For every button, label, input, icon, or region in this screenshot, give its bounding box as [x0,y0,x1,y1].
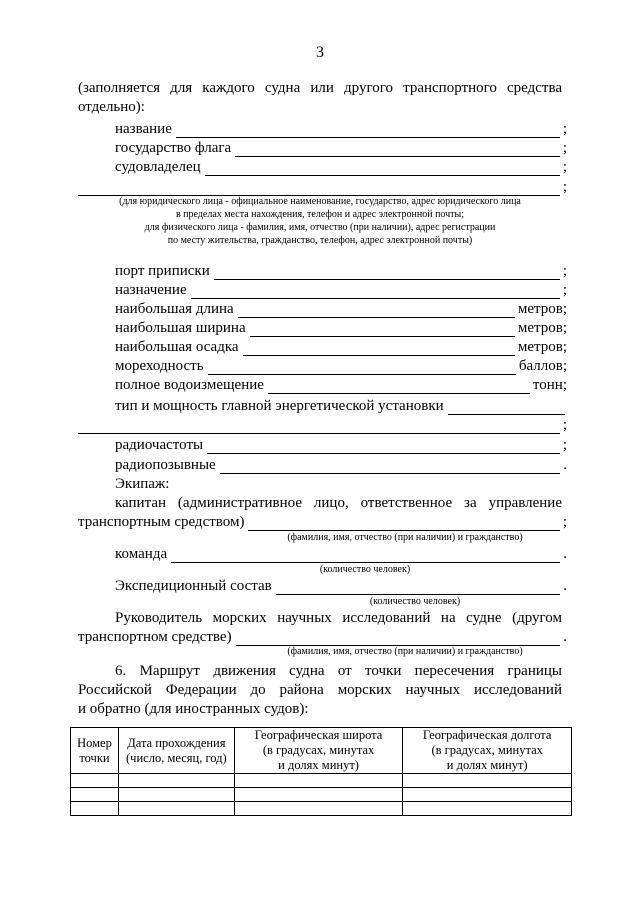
field-name-label: название [115,121,172,137]
expedition-end: . [563,578,567,594]
field-call-signs-label: радиопозывные [115,457,216,473]
field-owner-end: ; [562,159,567,175]
field-displacement-unit: тонн; [532,377,567,393]
field-displacement-input-line[interactable] [268,379,530,394]
field-seaworthiness-unit: баллов; [518,358,567,374]
field-call-signs-end: . [563,457,567,473]
field-draft-input-line[interactable] [243,341,515,356]
table-cell[interactable] [71,788,119,802]
field-engine-row [115,397,565,415]
field-owner-cont-end: ; [562,179,567,195]
field-engine-cont-row [78,416,567,434]
field-width-row [115,319,567,337]
route-col-latitude [234,728,403,774]
field-name-row [115,120,567,138]
leader-input-line[interactable] [236,631,561,646]
section6-line-1: 6. Маршрут движения судна от точки пересечения границы [115,663,562,679]
field-width-label: наибольшая ширина [115,320,246,336]
route-col-number-l2: точки [79,750,110,765]
field-radio-freq-label: радиочастоты [115,437,204,453]
field-width-unit: метров; [517,320,567,336]
field-length-input-line[interactable] [238,303,515,318]
table-cell[interactable] [403,802,572,816]
captain-label: транспортным средством) [78,514,245,530]
expedition-row [115,577,567,595]
table-cell[interactable] [71,802,119,816]
field-purpose-label: назначение [115,282,187,298]
field-flag-end: ; [562,140,567,156]
leader-end: . [563,629,567,645]
route-col-longitude [403,728,572,774]
route-col-date [118,728,234,774]
field-engine-cont-end: ; [562,417,567,433]
team-note: (количество человек) [319,564,411,575]
field-port-end: ; [562,263,567,279]
field-draft-label: наибольшая осадка [115,339,239,355]
field-port-input-line[interactable] [214,265,560,280]
team-end: . [563,546,567,562]
crew-heading: Экипаж: [115,476,170,492]
captain-row [78,513,567,531]
field-port-row [115,262,567,280]
owner-note-3: для физического лица - фамилия, имя, отчество (при наличии), адрес регистрации [144,222,496,233]
field-displacement-label: полное водоизмещение [115,377,264,393]
field-engine-cont-input-line[interactable] [78,419,560,434]
field-port-label: порт приписки [115,263,210,279]
field-radio-freq-input-line[interactable] [207,439,560,454]
field-owner-label: судовладелец [115,159,201,175]
captain-note: (фамилия, имя, отчество (при наличии) и гражданство) [287,532,523,543]
team-input-line[interactable] [171,548,560,563]
route-col-number-l1: Номер [77,735,112,750]
team-row [115,545,567,563]
field-radio-freq-row [115,436,567,454]
table-cell[interactable] [71,774,119,788]
table-cell[interactable] [234,802,403,816]
route-col-longitude-l3: и долях минут) [446,758,528,772]
route-col-latitude-l2: (в градусах, минутах [262,743,375,757]
field-length-label: наибольшая длина [115,301,234,317]
field-engine-input-line[interactable] [448,400,565,415]
expedition-label: Экспедиционный состав [115,578,272,594]
table-row [71,774,572,788]
section6-line-3: и обратно (для иностранных судов): [78,701,309,717]
field-owner-row [115,158,567,176]
table-cell[interactable] [118,774,234,788]
route-col-latitude-l1: Географическая широта [254,728,383,742]
field-flag-row [115,139,567,157]
route-col-longitude-l1: Географическая долгота [422,728,552,742]
field-flag-label: государство флага [115,140,232,156]
table-cell[interactable] [118,788,234,802]
route-table-header [71,728,572,774]
leader-note: (фамилия, имя, отчество (при наличии) и гражданство) [287,646,523,657]
table-cell[interactable] [403,788,572,802]
intro-line-2: отдельно): [78,99,145,115]
owner-note-4: по месту жительства, гражданство, телефон, адрес электронной почты) [167,235,473,246]
field-length-unit: метров; [517,301,567,317]
field-seaworthiness-label: мореходность [115,358,204,374]
route-col-date-l1: Дата прохождения [127,735,226,750]
expedition-input-line[interactable] [276,580,560,595]
field-displacement-row [115,376,567,394]
captain-line-1: капитан (административное лицо, ответственное за управление [115,495,562,511]
route-col-latitude-l3: и долях минут) [278,758,359,772]
route-col-longitude-l2: (в градусах, минутах [431,743,543,757]
route-col-date-l2: (число, месяц, год) [126,750,227,765]
field-name-input-line[interactable] [176,123,560,138]
field-purpose-row [115,281,567,299]
field-engine-label: тип и мощность главной энергетической установки [115,398,444,414]
field-radio-freq-end: ; [562,437,567,453]
table-cell[interactable] [403,774,572,788]
field-owner-input-line[interactable] [205,161,560,176]
table-cell[interactable] [234,774,403,788]
field-length-row [115,300,567,318]
leader-line-1: Руководитель морских научных исследований на судне (другом [115,610,562,626]
owner-note-2: в пределах места нахождения, телефон и адрес электронной почты; [175,209,465,220]
field-seaworthiness-row [115,357,567,375]
table-row [71,802,572,816]
field-call-signs-row [115,456,567,474]
leader-row [78,628,567,646]
field-width-input-line[interactable] [250,322,515,337]
field-purpose-end: ; [562,282,567,298]
field-name-end: ; [562,121,567,137]
team-label: команда [115,546,168,562]
field-draft-row [115,338,567,356]
field-seaworthiness-input-line[interactable] [208,360,516,375]
expedition-note: (количество человек) [369,596,461,607]
field-purpose-input-line[interactable] [191,284,560,299]
captain-end: ; [562,514,567,530]
captain-input-line[interactable] [248,516,559,531]
owner-note-1: (для юридического лица - официальное наименование, государство, адрес юридического лица [119,196,521,207]
route-table [70,727,572,816]
page-number: 3 [316,44,324,61]
intro-line-1: (заполняется для каждого судна или другого транспортного средства [78,80,562,96]
section6-line-2: Российской Федерации до района морских научных исследований [78,682,562,698]
table-row [71,788,572,802]
route-col-number [71,728,119,774]
field-draft-unit: метров; [517,339,567,355]
leader-label: транспортном средстве) [78,629,232,645]
table-cell[interactable] [234,788,403,802]
field-flag-input-line[interactable] [235,142,560,157]
field-owner-cont-input-line[interactable] [78,181,560,196]
table-cell[interactable] [118,802,234,816]
field-owner-cont-row [78,178,567,196]
field-call-signs-input-line[interactable] [220,459,561,474]
